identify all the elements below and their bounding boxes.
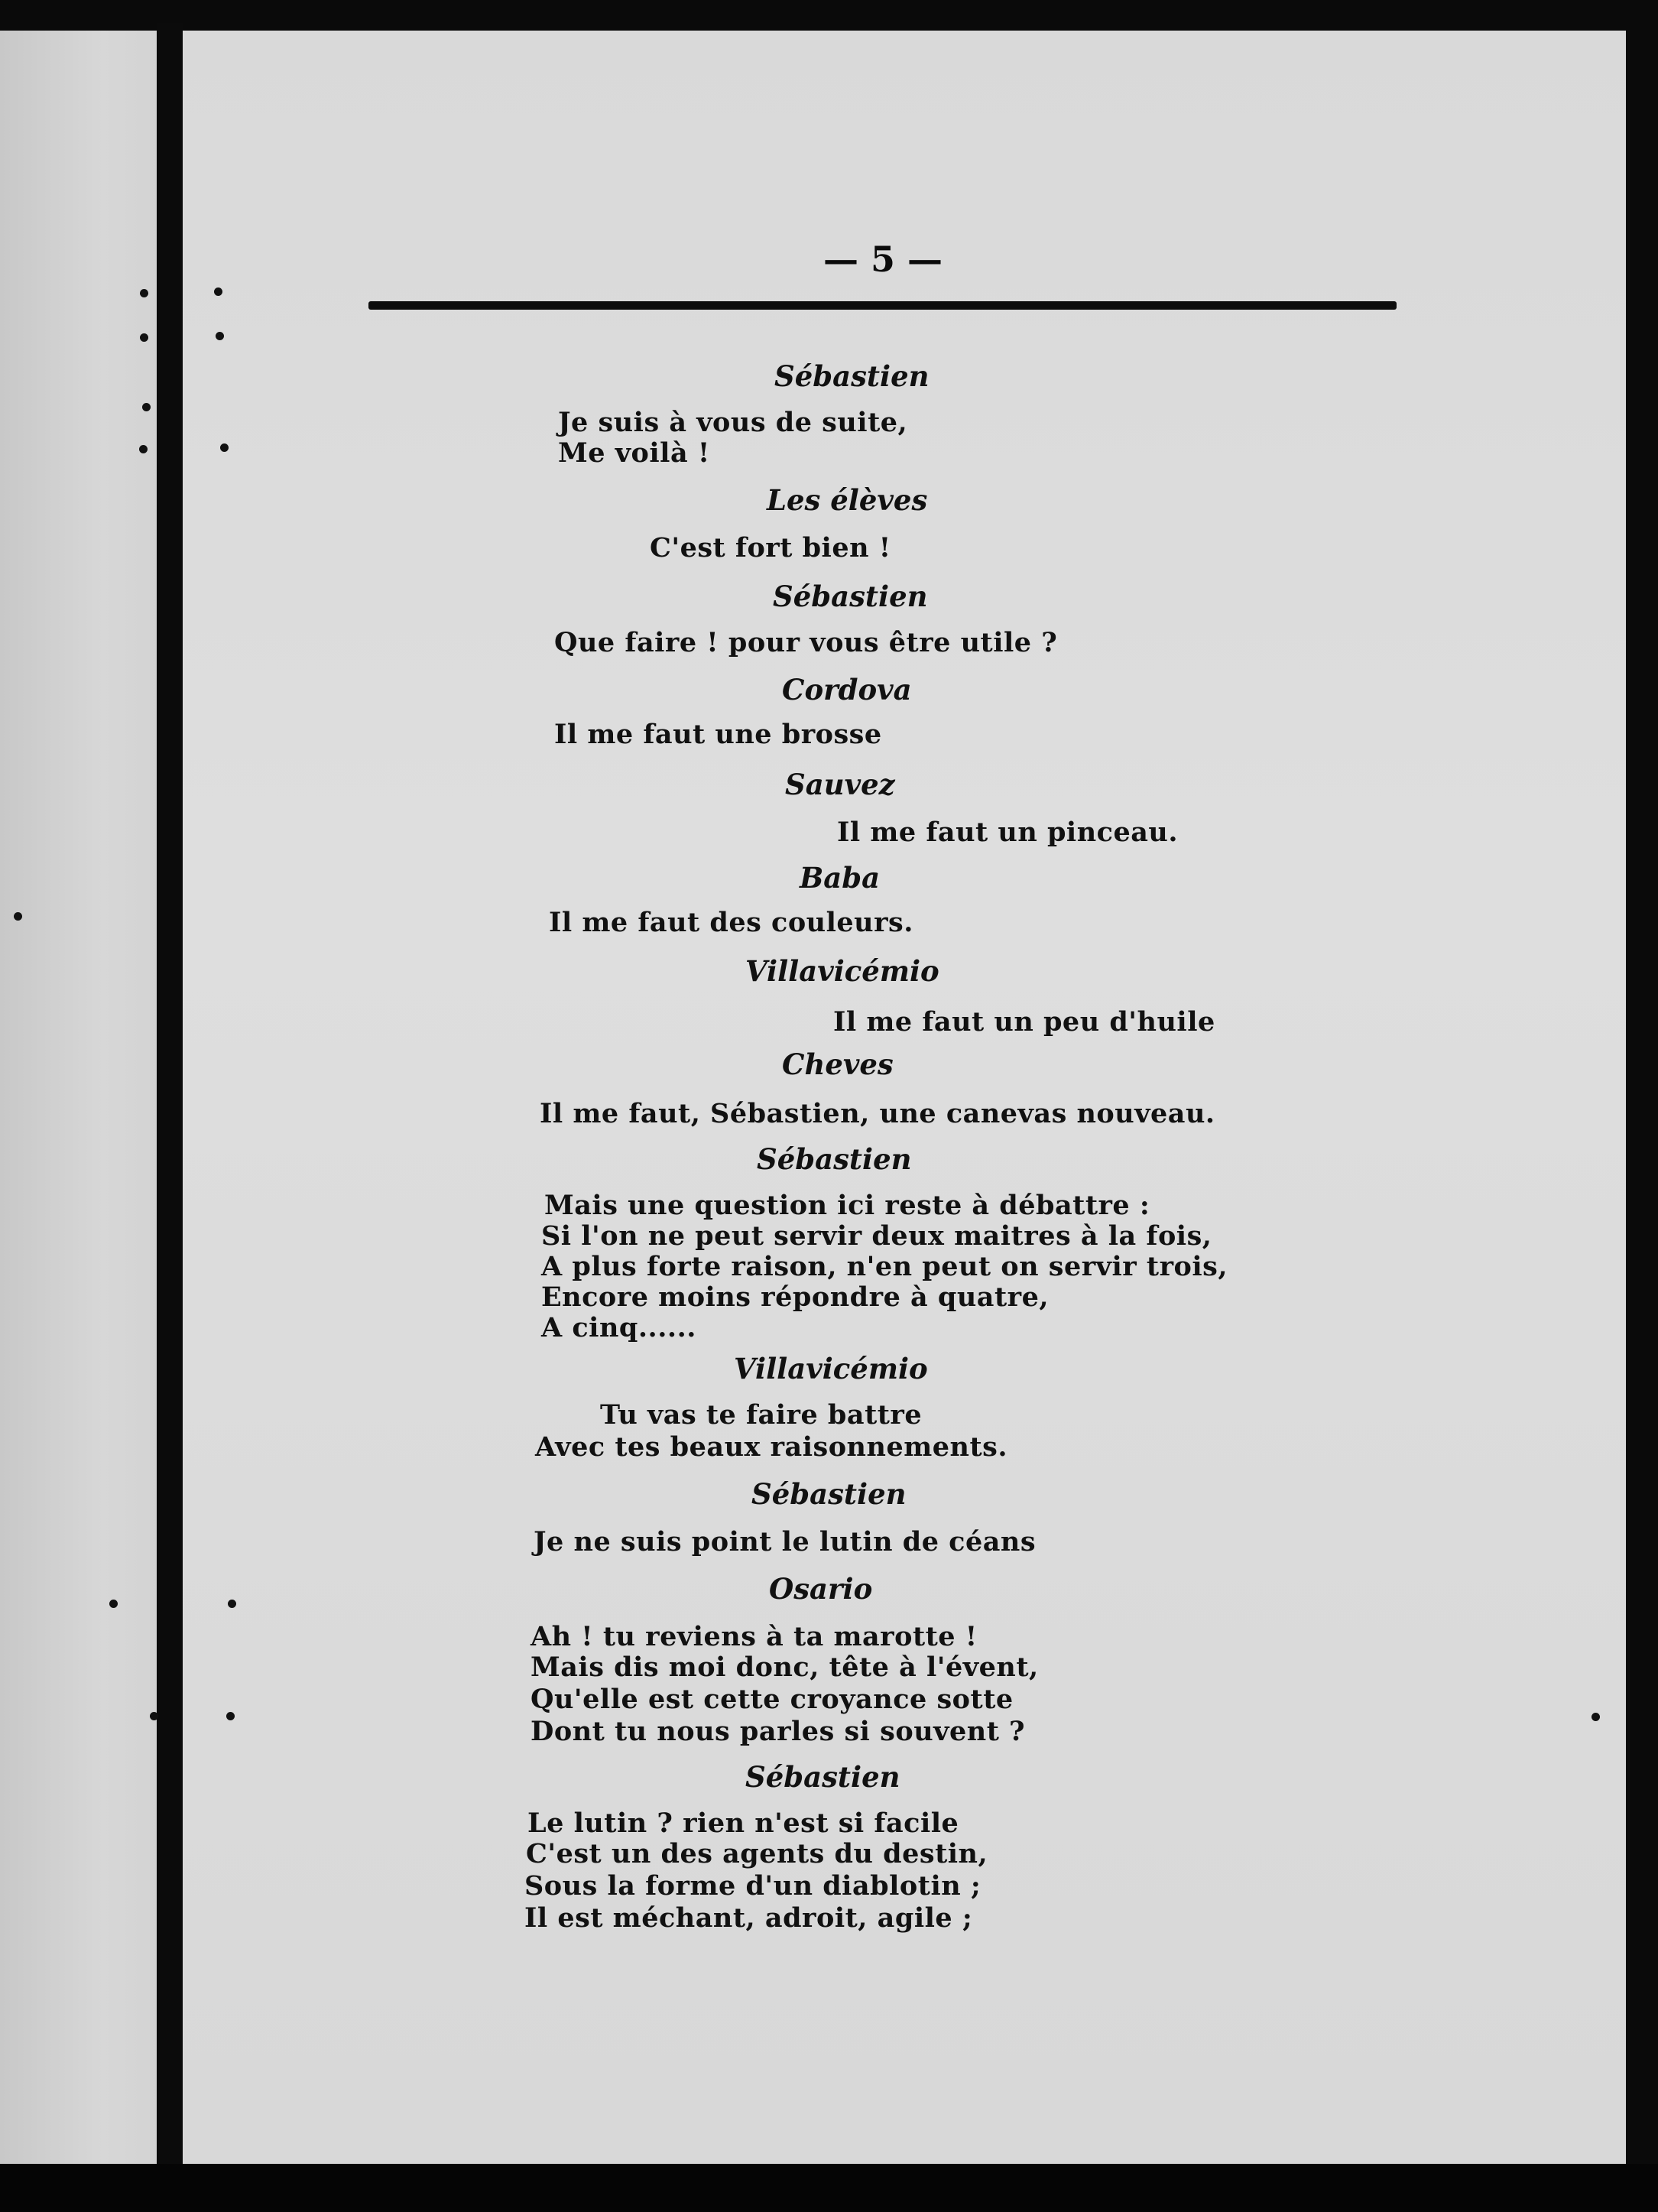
verse-line: C'est un des agents du destin,: [526, 1838, 988, 1869]
speaker-name: Villavicémio: [745, 954, 939, 988]
binding-dot: [150, 1712, 158, 1720]
verse-line: A plus forte raison, n'en peut on servir trois,: [541, 1251, 1228, 1282]
speaker-name: Cheves: [782, 1048, 894, 1081]
binding-dot: [14, 912, 22, 921]
verse-line: Il me faut un peu d'huile: [833, 1006, 1215, 1038]
binding-dot: [226, 1712, 235, 1720]
verse-line: Ah ! tu reviens à ta marotte !: [530, 1621, 978, 1652]
verse-line: Si l'on ne peut servir deux maitres à la fois,: [541, 1220, 1212, 1252]
speaker-name: Les élèves: [767, 483, 928, 517]
facing-page-edge: [0, 31, 172, 2164]
verse-line: A cinq......: [541, 1312, 696, 1343]
verse-line: Qu'elle est cette croyance sotte: [530, 1684, 1014, 1715]
verse-line: Me voilà !: [558, 437, 710, 469]
speaker-name: Sébastien: [751, 1477, 907, 1511]
speaker-name: Cordova: [782, 673, 912, 706]
speaker-name: Sauvez: [785, 768, 895, 801]
verse-line: Dont tu nous parles si souvent ?: [530, 1716, 1026, 1747]
verse-line: Je ne suis point le lutin de céans: [534, 1526, 1037, 1557]
verse-line: Il me faut un pinceau.: [837, 817, 1179, 848]
film-border-right: [1626, 23, 1658, 2171]
verse-line: Mais une question ici reste à débattre :: [544, 1190, 1150, 1221]
verse-line: Il me faut une brosse: [554, 719, 882, 750]
page-number: — 5 —: [823, 239, 943, 280]
binding-spine: [157, 23, 183, 2171]
verse-line: Sous la forme d'un diablotin ;: [524, 1870, 981, 1902]
binding-dot: [220, 443, 229, 452]
binding-dot: [140, 289, 148, 297]
verse-line: Tu vas te faire battre: [600, 1399, 923, 1431]
verse-line: Que faire ! pour vous être utile ?: [554, 627, 1058, 658]
speaker-name: Sébastien: [745, 1760, 900, 1794]
verse-line: Le lutin ? rien n'est si facile: [527, 1808, 959, 1839]
verse-line: Avec tes beaux raisonnements.: [535, 1431, 1008, 1463]
speaker-name: Osario: [769, 1572, 873, 1606]
verse-line: Je suis à vous de suite,: [558, 407, 908, 438]
binding-dot: [109, 1600, 118, 1608]
binding-dot: [214, 287, 222, 296]
speaker-name: Baba: [800, 861, 881, 895]
verse-line: Il me faut, Sébastien, une canevas nouveau.: [540, 1098, 1215, 1129]
header-rule: [368, 301, 1397, 310]
film-border-top: [0, 0, 1658, 31]
binding-dot: [1591, 1713, 1600, 1721]
binding-dot: [142, 403, 151, 411]
speaker-name: Sébastien: [773, 580, 928, 613]
binding-dot: [140, 333, 148, 342]
verse-line: C'est fort bien !: [650, 532, 891, 564]
binding-dot: [216, 332, 224, 340]
verse-line: Encore moins répondre à quatre,: [541, 1281, 1050, 1313]
speaker-name: Villavicémio: [734, 1352, 928, 1385]
binding-dot: [139, 445, 148, 453]
verse-line: Mais dis moi donc, tête à l'évent,: [530, 1652, 1039, 1683]
binding-dot: [228, 1600, 236, 1608]
verse-line: Il est méchant, adroit, agile ;: [524, 1902, 973, 1934]
speaker-name: Sébastien: [757, 1142, 912, 1176]
film-border-bottom: [0, 2164, 1658, 2212]
speaker-name: Sébastien: [774, 359, 930, 393]
verse-line: Il me faut des couleurs.: [549, 907, 913, 938]
